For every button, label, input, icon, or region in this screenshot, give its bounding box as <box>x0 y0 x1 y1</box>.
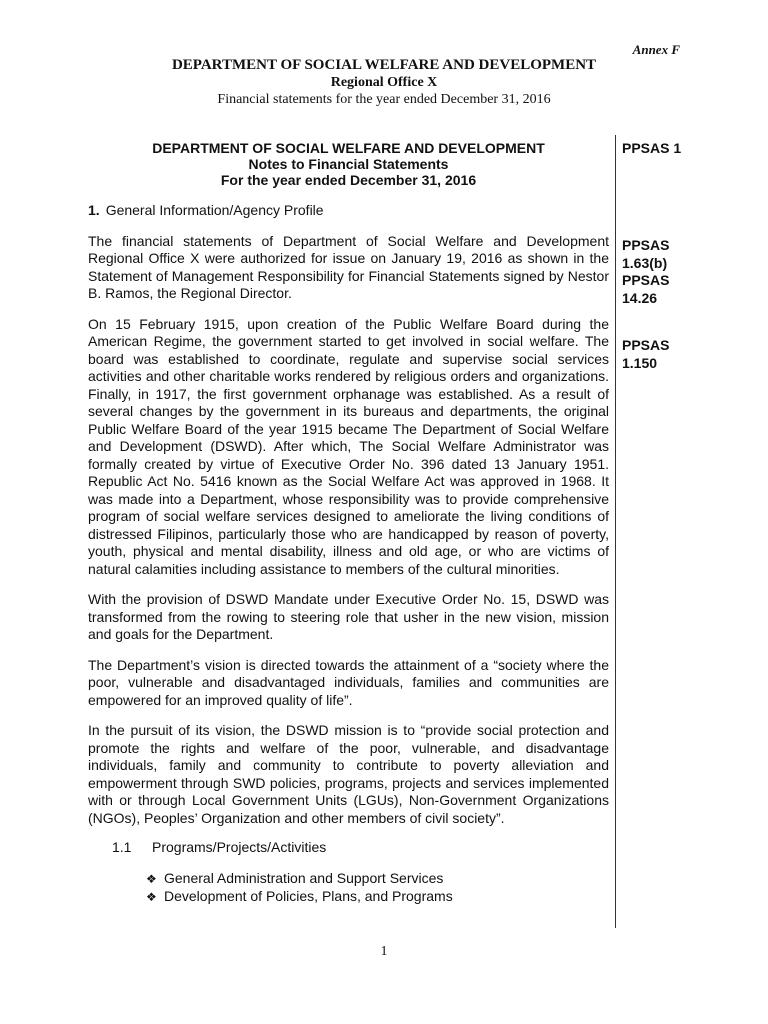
side-ref-text: 1.150 <box>622 354 658 371</box>
program-label: General Administration and Support Services <box>164 869 444 886</box>
program-label: Development of Policies, Plans, and Programs <box>164 888 453 904</box>
side-ref-text: 1.63(b) <box>622 254 668 271</box>
programs-list <box>88 870 609 907</box>
side-ref-text: PPSAS 1 <box>622 140 682 156</box>
side-ref-text: 14.26 <box>622 289 658 306</box>
document-header <box>0 57 768 108</box>
diamond-bullet-icon: ❖ <box>146 871 157 886</box>
list-item <box>146 870 609 889</box>
subsection-title: Programs/Projects/Activities <box>152 839 327 855</box>
side-ref-text: PPSAS <box>622 272 670 288</box>
subsection-number: 1.1 <box>112 839 132 855</box>
list-item <box>146 888 609 907</box>
subsection-heading <box>88 839 609 857</box>
paragraph-mandate: With the provision of DSWD Mandate under Executive Order No. 15, DSWD was transformed from the rowing to steering role that usher in the new vision, mission and goals for the Department. <box>88 591 609 642</box>
side-ref-ppsas-1-63b <box>622 237 692 307</box>
section-title: General Information/Agency Profile <box>105 202 324 218</box>
notes-body <box>88 140 609 907</box>
paragraph-authorization: The financial statements of Department of Social Welfare and Development Regional Office X were authorized for issue on January 19, 2016 as shown in the Statement of Management Responsibility for Financial Statements signed by Nestor B. Ramos, the Regional Director. <box>88 232 609 301</box>
paragraph-history: On 15 February 1915, upon creation of the Public Welfare Board during the American Regime, the government started to get involved in social welfare. The board was established to coordinate, regulate and supervise social services activities and other charitable works rendered by religious orders and organizations. Finally, in 1917, the first government orphanage was established. As a result of several changes by the government in its bureaus and departments, the original Public Welfare Board of the year 1915 became The Department of Social Welfare and Development (DSWD). After which, The Social Welfare Administrator was formally created by virtue of Executive Order No. 396 dated 13 January 1951. Republic Act No. 5416 known as the Social Welfare Act was approved in 1968. It was made into a Department, whose responsibility was to provide comprehensive program of social welfare services designed to ameliorate the living conditions of distressed Filipinos, particularly those who are handicapped by reason of poverty, youth, physical and mental disability, illness and old age, or who are victims of natural calamities including assistance to members of the cultural minorities. <box>88 315 609 577</box>
section-number: 1. <box>88 202 100 218</box>
side-ref-text: PPSAS <box>622 237 670 253</box>
notes-title <box>88 140 609 188</box>
notes-title-period: For the year ended December 31, 2016 <box>220 172 477 188</box>
paragraph-mission: In the pursuit of its vision, the DSWD mission is to “provide social protection and promote the rights and welfare of the poor, vulnerable, and disadvantage individuals, family and community to contribute to poverty alleviation and empowerment through SWD policies, programs, projects and services implemented with or through Local Government Units (LGUs), Non-Government Organizations (NGOs), Peoples’ Organization and other members of civil society”. <box>88 722 609 826</box>
section-heading <box>88 202 609 220</box>
side-ref-ppsas-1-150 <box>622 337 692 372</box>
header-regional-office: Regional Office X <box>330 75 438 90</box>
notes-title-department: DEPARTMENT OF SOCIAL WELFARE AND DEVELOPMENT <box>152 140 545 156</box>
side-ref-text: PPSAS <box>622 337 670 353</box>
header-statement-period: Financial statements for the year ended December 31, 2016 <box>217 92 551 107</box>
side-ref-ppsas-1 <box>622 140 692 158</box>
diamond-bullet-icon: ❖ <box>146 890 157 904</box>
paragraph-vision: The Department’s vision is directed towards the attainment of a “society where the poor, vulnerable and disadvantaged individuals, families and communities are empowered for an improved quality of life”. <box>88 656 609 708</box>
column-divider <box>615 135 616 928</box>
annex-label: Annex F <box>632 42 680 57</box>
notes-title-subject: Notes to Financial Statements <box>248 156 449 172</box>
page-number: 1 <box>380 944 388 959</box>
header-department: DEPARTMENT OF SOCIAL WELFARE AND DEVELOPMENT <box>171 57 597 73</box>
